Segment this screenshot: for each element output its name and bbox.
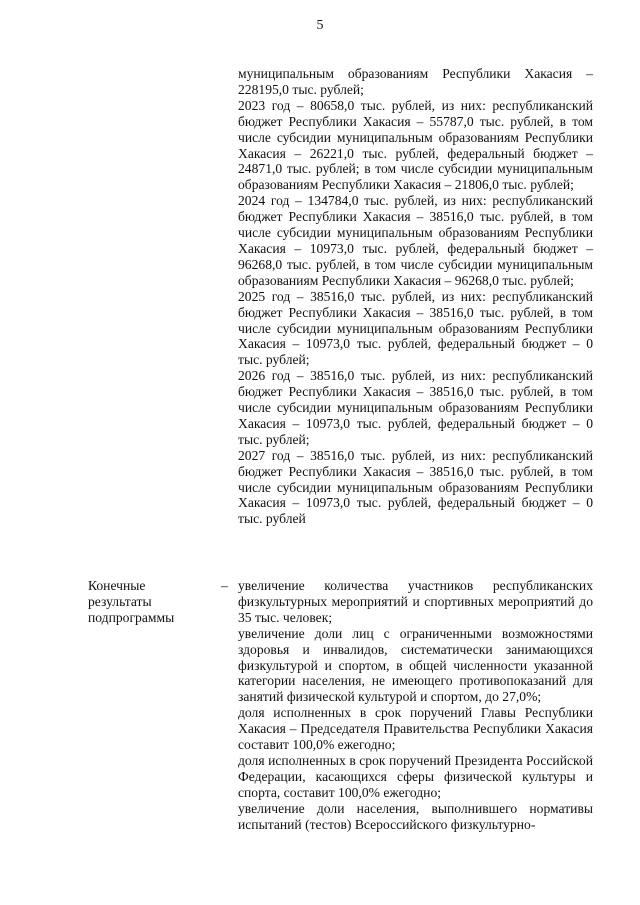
results-label: Конечные результаты подпрограммы <box>88 578 175 625</box>
result-item: доля исполненных в срок поручений Главы Республики Хакасия – Председателя Правительства Республики Хакасия составит 100,0% ежегодно; <box>238 705 593 753</box>
funding-paragraph-2023: 2023 год – 80658,0 тыс. рублей, из них: республиканский бюджет Республики Хакасия – 55787,0 тыс. рублей, в том числе субсидии муниципальным образованиям Республики Хакасия – 26221,0 тыс. рублей, федеральный бюджет – 24871,0 тыс. рублей; в том числе субсидии муниципальным образованиям Республики Хакасия – 21806,0 тыс. рублей; <box>238 97 593 193</box>
results-text-block <box>238 578 593 833</box>
funding-paragraph-2024: 2024 год – 134784,0 тыс. рублей, из них: республиканский бюджет Республики Хакасия – 38516,0 тыс. рублей, в том числе субсидии муниципальным образованиям Республики Хакасия – 10973,0 тыс. рублей, федеральный бюджет – 96268,0 тыс. рублей, в том числе субсидии муниципальным образованиям Республики Хакасия – 96268,0 тыс. рублей; <box>238 193 593 288</box>
funding-paragraph: муниципальным образованиям Республики Хакасия – 228195,0 тыс. рублей; <box>238 66 593 97</box>
funding-text-block <box>238 66 593 527</box>
result-item: доля исполненных в срок поручений Президента Российской Федерации, касающихся сферы физической культуры и спорта, составит 100,0% ежегодно; <box>238 752 593 800</box>
result-item: увеличение доли лиц с ограниченными возможностями здоровья и инвалидов, систематически занимающихся физкультурой и спортом, в общей численности указанной категории населения, не имеющего противопоказаний для занятий физической культурой и спортом, до 27,0%; <box>238 625 593 705</box>
result-item: увеличение количества участников республиканских физкультурных мероприятий и спортивных мероприятий до 35 тыс. человек; <box>238 578 593 625</box>
funding-paragraph-2027: 2027 год – 38516,0 тыс. рублей, из них: республиканский бюджет Республики Хакасия – 38516,0 тыс. рублей, в том числе субсидии муниципальным образованиям Республики Хакасия – 10973,0 тыс. рублей, федеральный бюджет – 0 тыс. рублей <box>238 447 593 527</box>
funding-paragraph-2026: 2026 год – 38516,0 тыс. рублей, из них: республиканский бюджет Республики Хакасия – 38516,0 тыс. рублей, в том числе субсидии муниципальным образованиям Республики Хакасия – 10973,0 тыс. рублей, федеральный бюджет – 0 тыс. рублей; <box>238 368 593 447</box>
funding-paragraph-2025: 2025 год – 38516,0 тыс. рублей, из них: республиканский бюджет Республики Хакасия – 38516,0 тыс. рублей, в том числе субсидии муниципальным образованиям Республики Хакасия – 10973,0 тыс. рублей, федеральный бюджет – 0 тыс. рублей; <box>238 288 593 368</box>
result-item: увеличение доли населения, выполнившего нормативы испытаний (тестов) Всероссийского физкультурно- <box>238 800 593 832</box>
results-dash: – <box>221 578 228 593</box>
page-number: 5 <box>316 18 324 33</box>
